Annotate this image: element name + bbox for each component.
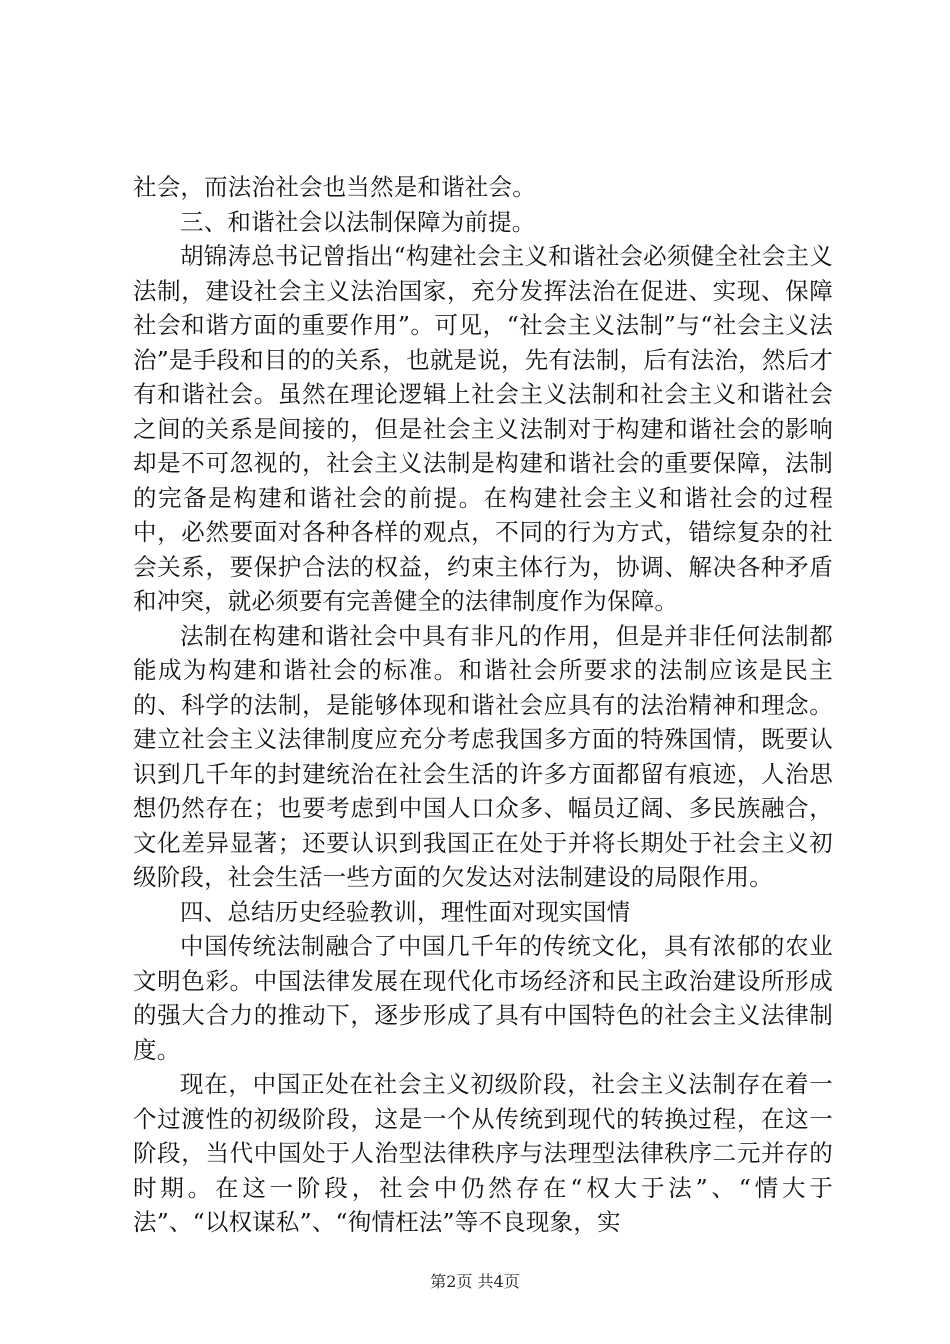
section-heading-three: 三、和谐社会以法制保障为前提。 xyxy=(180,207,536,236)
page-number-footer: 第2页 共4页 xyxy=(430,1272,520,1291)
paragraph-continuation: 社会，而法治社会也当然是和谐社会。 xyxy=(133,173,536,201)
document-body xyxy=(133,170,833,1240)
paragraph-legal-system-role: 法制在构建和谐社会中具有非凡的作用，但是并非任何法制都能成为构建和谐社会的标准。和谐社会所要求的法制应该是民主的、科学的法制，是能够体现和谐社会应具有的法治精神和理念。建立社会主义法律制度应充分考虑我国多方面的特殊国情，既要认识到几千年的封建统治在社会生活的许多方面都留有痕迹，人治思想仍然存在；也要考虑到中国人口众多、幅员辽阔、多民族融合，文化差异显著；还要认识到我国正在处于并将长期处于社会主义初级阶段，社会生活一些方面的欠发达对法制建设的局限作用。 xyxy=(133,621,833,891)
paragraph-hu-quote: 胡锦涛总书记曾指出“构建社会主义和谐社会必须健全社会主义法制，建设社会主义法治国家，充分发挥法治在促进、实现、保障社会和谐方面的重要作用”。可见，“社会主义法制”与“社会主义法治”是手段和目的的关系，也就是说，先有法制，后有法治，然后才有和谐社会。虽然在理论逻辑上社会主义法制和社会主义和谐社会之间的关系是间接的，但是社会主义法制对于构建和谐社会的影响却是不可忽视的，社会主义法制是构建和谐社会的重要保障，法制的完备是构建和谐社会的前提。在构建社会主义和谐社会的过程中，必然要面对各种各样的观点，不同的行为方式，错综复杂的社会关系，要保护合法的权益，约束主体行为，协调、解决各种矛盾和冲突，就必须要有完善健全的法律制度作为保障。 xyxy=(133,242,833,615)
paragraph-traditional-law: 中国传统法制融合了中国几千年的传统文化，具有浓郁的农业文明色彩。中国法律发展在现代化市场经济和民主政治建设所形成的强大合力的推动下，逐步形成了具有中国特色的社会主义法律制度。 xyxy=(133,932,833,1064)
paragraph-current-stage: 现在，中国正处在社会主义初级阶段，社会主义法制存在着一个过渡性的初级阶段，这是一个从传统到现代的转换过程，在这一阶段，当代中国处于人治型法律秩序与法理型法律秩序二元并存的时期。在这一阶段，社会中仍然存在“权大于法”、“情大于法”、“以权谋私”、“徇情枉法”等不良现象，实 xyxy=(133,1070,833,1236)
section-heading-four: 四、总结历史经验教训，理性面对现实国情 xyxy=(180,897,631,926)
